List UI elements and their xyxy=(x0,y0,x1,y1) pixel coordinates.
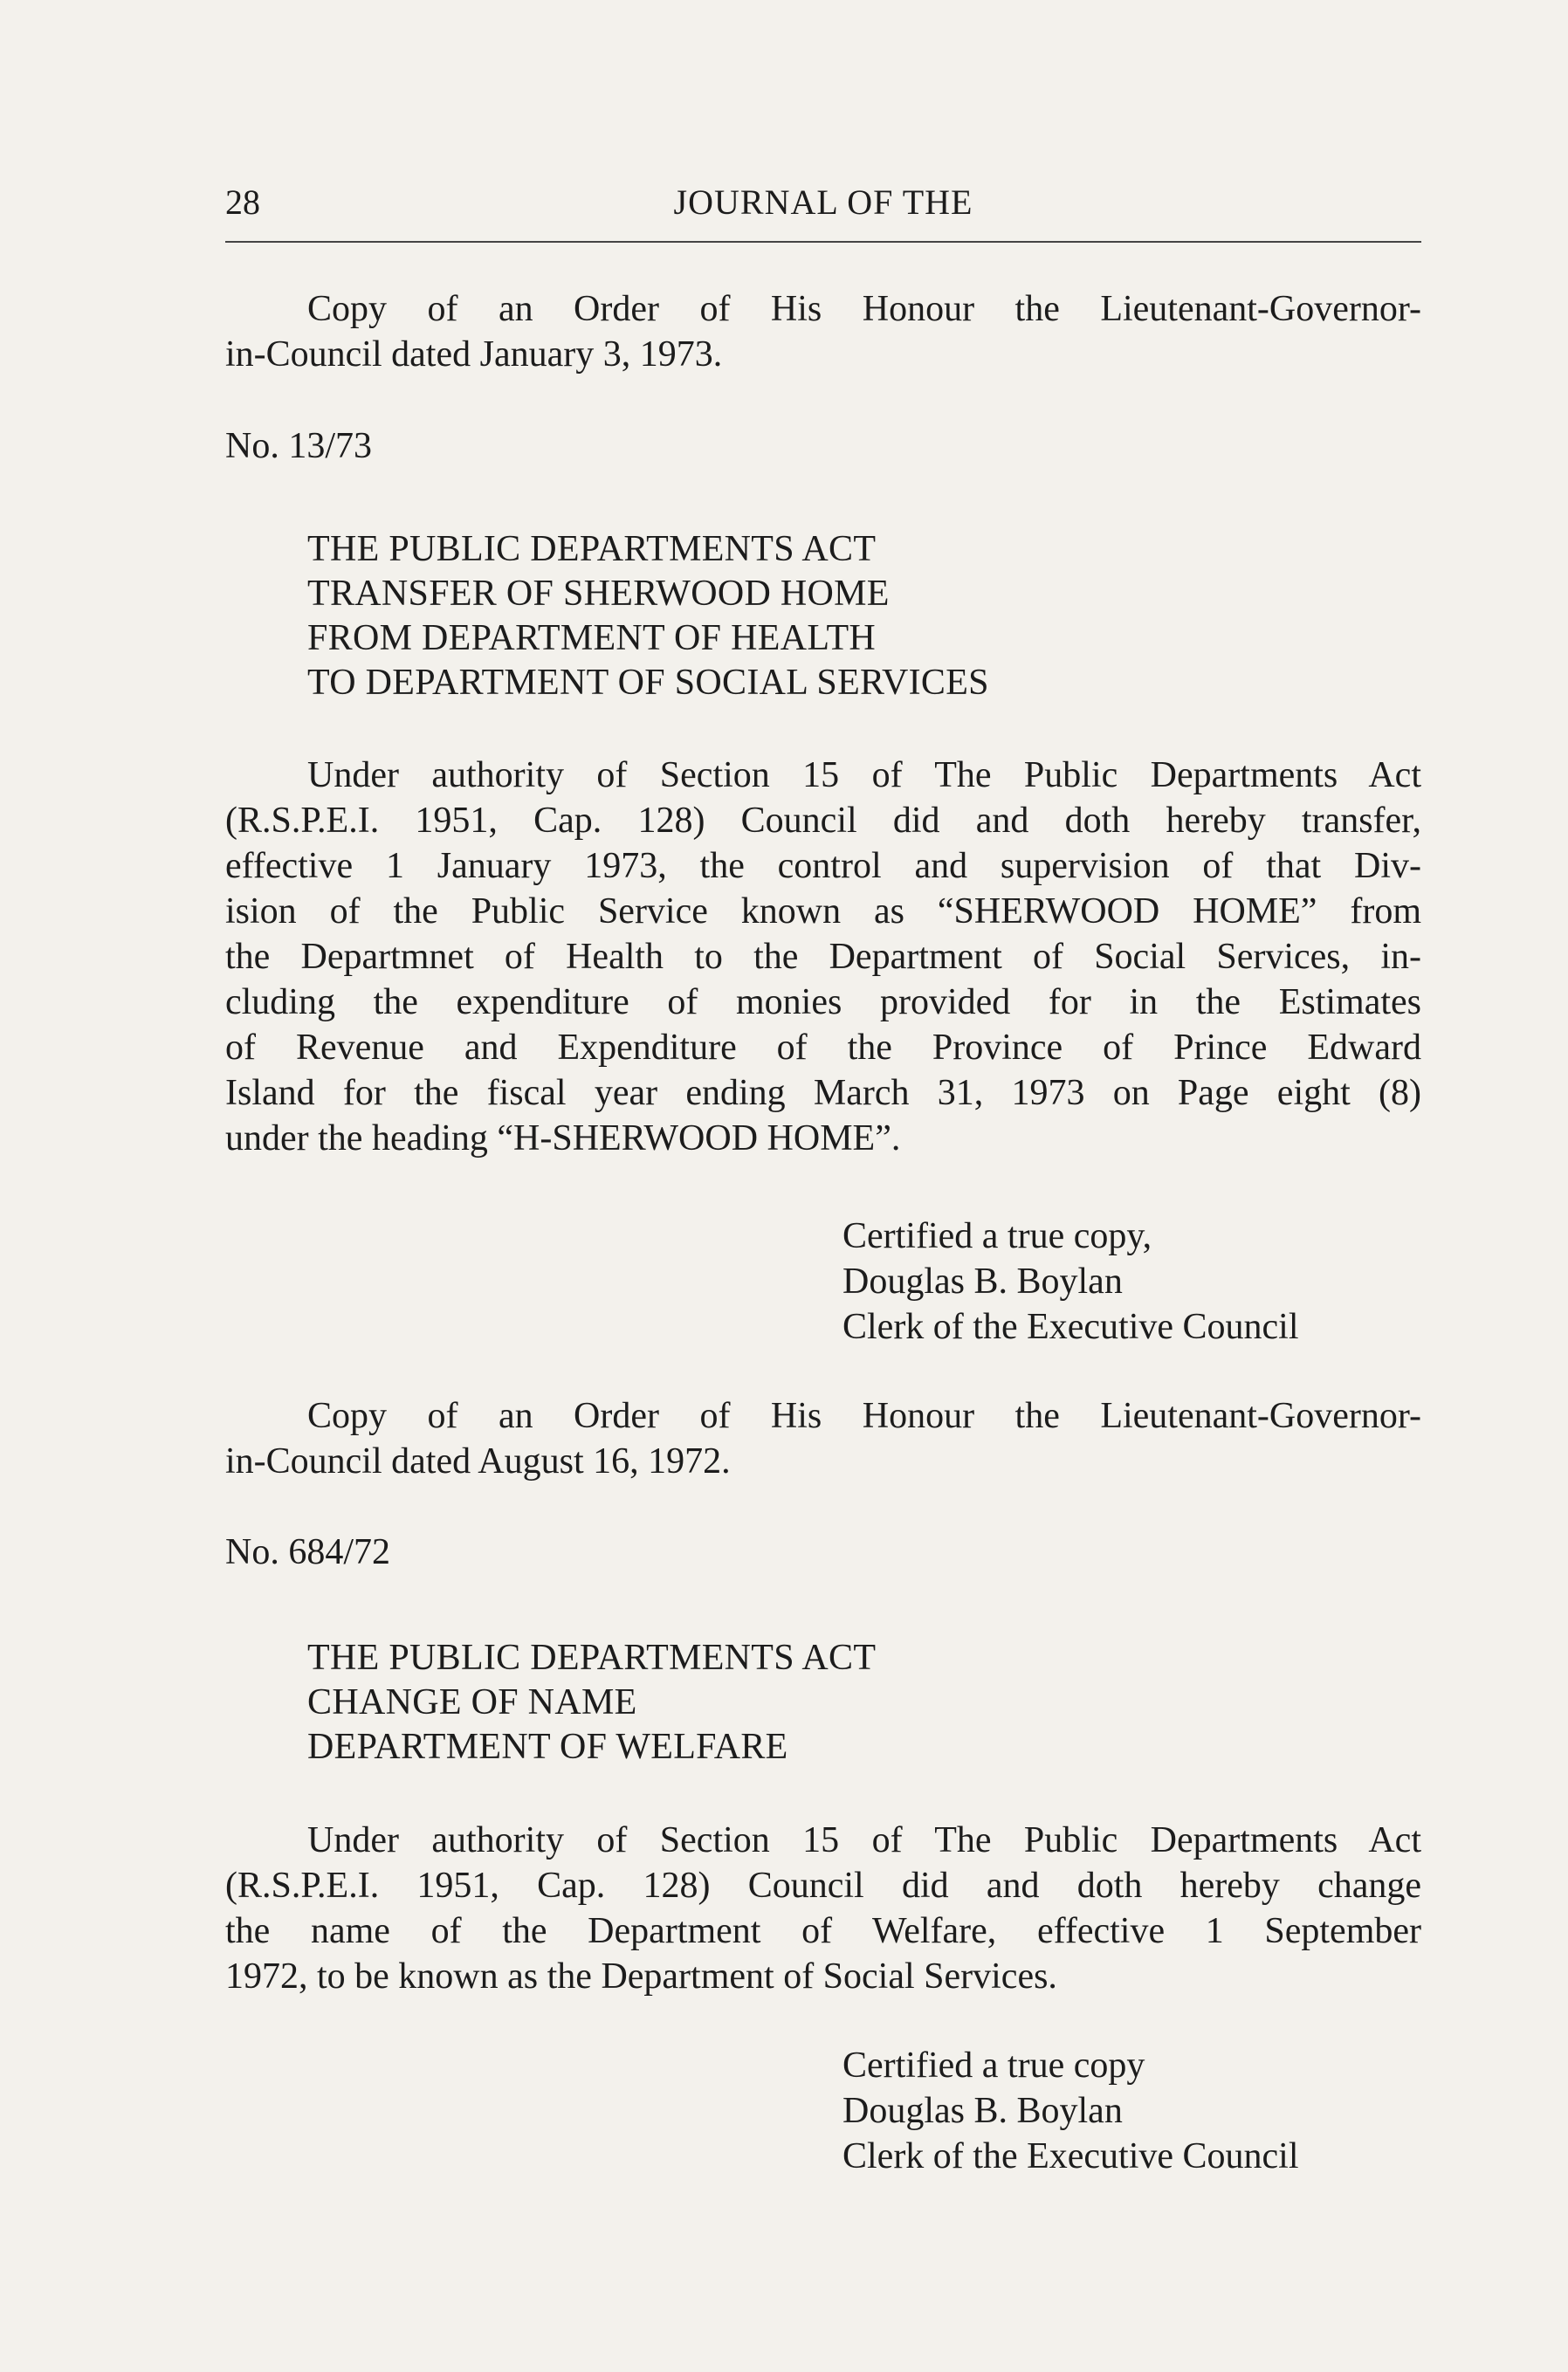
order-2-body-line: 1972, to be known as the Department of Social Services. xyxy=(225,1956,1057,1997)
order-1-heading-line: FROM DEPARTMENT OF HEALTH xyxy=(307,618,877,658)
page-header xyxy=(225,182,1421,234)
order-1-body-line: effective 1 January 1973, the control and supervision of that Div- xyxy=(225,846,1421,886)
order-1-number: No. 13/73 xyxy=(225,426,372,466)
order-2-heading-line: DEPARTMENT OF WELFARE xyxy=(307,1727,788,1767)
order-2-certification xyxy=(842,2043,1299,2179)
order-1-body-line: (R.S.P.E.I. 1951, Cap. 128) Council did and doth hereby transfer, xyxy=(225,801,1421,841)
order-1-body-line: under the heading “H-SHERWOOD HOME”. xyxy=(225,1118,901,1158)
order-1-heading-line: TO DEPARTMENT OF SOCIAL SERVICES xyxy=(307,663,989,703)
order-1-heading-line: THE PUBLIC DEPARTMENTS ACT xyxy=(307,529,877,569)
page-number: 28 xyxy=(225,182,260,222)
order-1-certification xyxy=(842,1214,1299,1350)
order-2-body-line: the name of the Department of Welfare, effective 1 September xyxy=(225,1911,1421,1951)
signatory-title: Clerk of the Executive Council xyxy=(842,2136,1299,2176)
order-1-body-line: Under authority of Section 15 of The Public Departments Act xyxy=(307,755,1421,795)
header-rule xyxy=(225,241,1421,243)
running-head: JOURNAL OF THE xyxy=(673,182,973,222)
order-2-body-line: Under authority of Section 15 of The Public Departments Act xyxy=(307,1820,1421,1860)
certified-text: Certified a true copy, xyxy=(842,1216,1152,1256)
signatory-title: Clerk of the Executive Council xyxy=(842,1307,1299,1347)
order-1-body-line: the Departmnet of Health to the Department of Social Services, in- xyxy=(225,937,1421,977)
certified-text: Certified a true copy xyxy=(842,2045,1145,2086)
order-1-body-line: cluding the expenditure of monies provided for in the Estimates xyxy=(225,982,1421,1022)
order-1-body-line: of Revenue and Expenditure of the Province of Prince Edward xyxy=(225,1028,1421,1068)
order-2-body-line: (R.S.P.E.I. 1951, Cap. 128) Council did and doth hereby change xyxy=(225,1866,1421,1906)
order-2-intro-line-2: in-Council dated August 16, 1972. xyxy=(225,1441,731,1482)
order-1-intro-line-2: in-Council dated January 3, 1973. xyxy=(225,334,723,375)
order-2-heading-line: CHANGE OF NAME xyxy=(307,1682,637,1722)
order-2-number: No. 684/72 xyxy=(225,1532,390,1572)
signatory-name: Douglas B. Boylan xyxy=(842,1262,1123,1302)
order-2-heading-line: THE PUBLIC DEPARTMENTS ACT xyxy=(307,1638,877,1678)
order-1-body-line: Island for the fiscal year ending March 31, 1973 on Page eight (8) xyxy=(225,1073,1421,1113)
signatory-name: Douglas B. Boylan xyxy=(842,2091,1123,2131)
order-1-body-line: ision of the Public Service known as “SHERWOOD HOME” from xyxy=(225,891,1421,932)
order-1-heading-line: TRANSFER OF SHERWOOD HOME xyxy=(307,574,890,614)
order-1-intro-line-1: Copy of an Order of His Honour the Lieutenant-Governor- xyxy=(307,289,1421,329)
order-2-intro-line-1: Copy of an Order of His Honour the Lieutenant-Governor- xyxy=(307,1396,1421,1436)
